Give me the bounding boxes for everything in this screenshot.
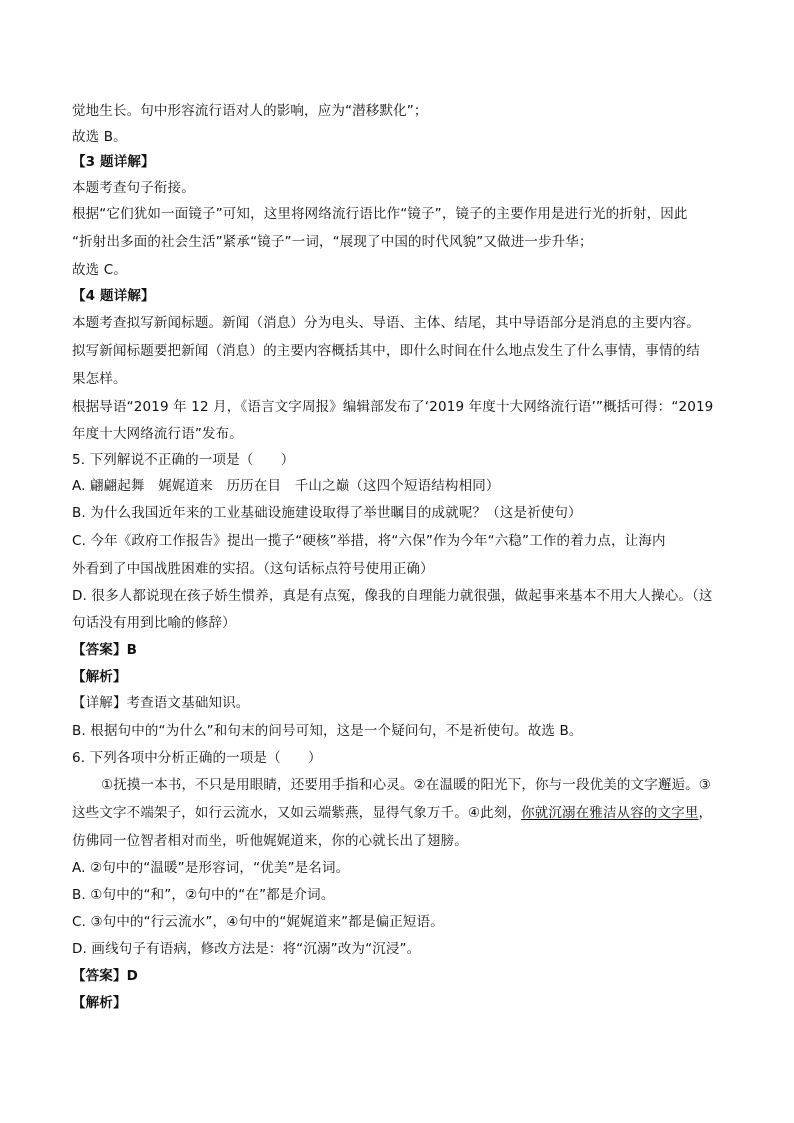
option-line: A. 翩翩起舞 娓娓道来 历历在目 千山之巅（这四个短语结构相同）: [72, 478, 500, 494]
text-line: 本题考查拟写新闻标题。新闻（消息）分为电头、导语、主体、结尾，其中导语部分是消息的主要内容。: [72, 315, 700, 331]
passage-text: 这些文字不端架子，如行云流水，又如云端紫燕，显得气象万千。④此刻，: [72, 805, 522, 821]
text-line: 本题考查句子衔接。: [72, 180, 195, 196]
text-line: 根据“它们犹如一面镜子”可知，这里将网络流行语比作“镜子”，镜子的主要作用是进行光的折射，因此: [72, 206, 688, 222]
passage-line: ①抚摸一本书，不只是用眼睛，还要用手指和心灵。②在温暖的阳光下，你与一段优美的文字邂逅。③: [101, 777, 712, 793]
text-line: 故选 C。: [72, 262, 127, 278]
option-line: A. ②句中的“温暖”是形容词，“优美”是名词。: [72, 860, 350, 876]
analysis-label: 【解析】: [72, 669, 127, 685]
option-line: B. ①句中的“和”，②句中的“在”都是介词。: [72, 887, 335, 903]
answer-label: 【答案】D: [72, 968, 138, 984]
text-line: B. 根据句中的“为什么”和句末的问号可知，这是一个疑问句，不是祈使句。故选 B。: [72, 723, 583, 739]
section-heading: 【3 题详解】: [72, 154, 155, 170]
text-line: 【详解】考查语文基础知识。: [72, 695, 250, 711]
text-line: “折射出多面的社会生活”紧承“镜子”一词，“展现了中国的时代风貌”又做进一步升华；: [72, 234, 593, 250]
section-heading: 【4 题详解】: [72, 288, 155, 304]
option-line: D. 很多人都说现在孩子娇生惯养，真是有点冤，像我的自理能力就很强，做起事来基本不用大人操心。（这: [72, 588, 713, 604]
option-line: D. 画线句子有语病，修改方法是：将“沉溺”改为“沉浸”。: [72, 941, 421, 957]
option-line: B. 为什么我国近年来的工业基础设施建设取得了举世瞩目的成就呢？（这是祈使句）: [72, 505, 582, 521]
analysis-label: 【解析】: [72, 995, 127, 1011]
option-line: 外看到了中国战胜困难的实招。（这句话标点符号使用正确）: [72, 561, 434, 577]
answer-label: 【答案】B: [72, 642, 138, 658]
text-line: 拟写新闻标题要把新闻（消息）的主要内容概括其中，即什么时间在什么地点发生了什么事情，事情的结: [72, 343, 700, 359]
question-stem: 5. 下列解说不正确的一项是（ ）: [72, 452, 295, 468]
option-line: C. ③句中的“行云流水”，④句中的“娓娓道来”都是偏正短语。: [72, 914, 444, 930]
text-line: 故选 B。: [72, 129, 127, 145]
passage-line: [72, 803, 732, 823]
option-line: 句话没有用到比喻的修辞）: [72, 615, 236, 631]
question-stem: 6. 下列各项中分析正确的一项是（ ）: [72, 750, 322, 766]
text-line: 果怎样。: [72, 371, 127, 387]
passage-text: ，: [698, 805, 713, 821]
underlined-sentence: 你就沉溺在雅洁从容的文字里: [521, 805, 699, 821]
text-line: 年度十大网络流行语”发布。: [72, 426, 243, 442]
passage-line: 仿佛同一位智者相对而坐，听他娓娓道来，你的心就长出了翅膀。: [72, 833, 468, 849]
text-line: 根据导语“2019 年 12 月，《语言文字周报》编辑部发布了‘2019 年度十大网络流行语’”概括可得：“2019: [72, 399, 714, 415]
text-line: 觉地生长。句中形容流行语对人的影响，应为“潜移默化”；: [72, 103, 428, 119]
option-line: C. 今年《政府工作报告》提出一揽子“硬核”举措，将“六保”作为今年“六稳”工作的着力点，让海内: [72, 533, 666, 549]
